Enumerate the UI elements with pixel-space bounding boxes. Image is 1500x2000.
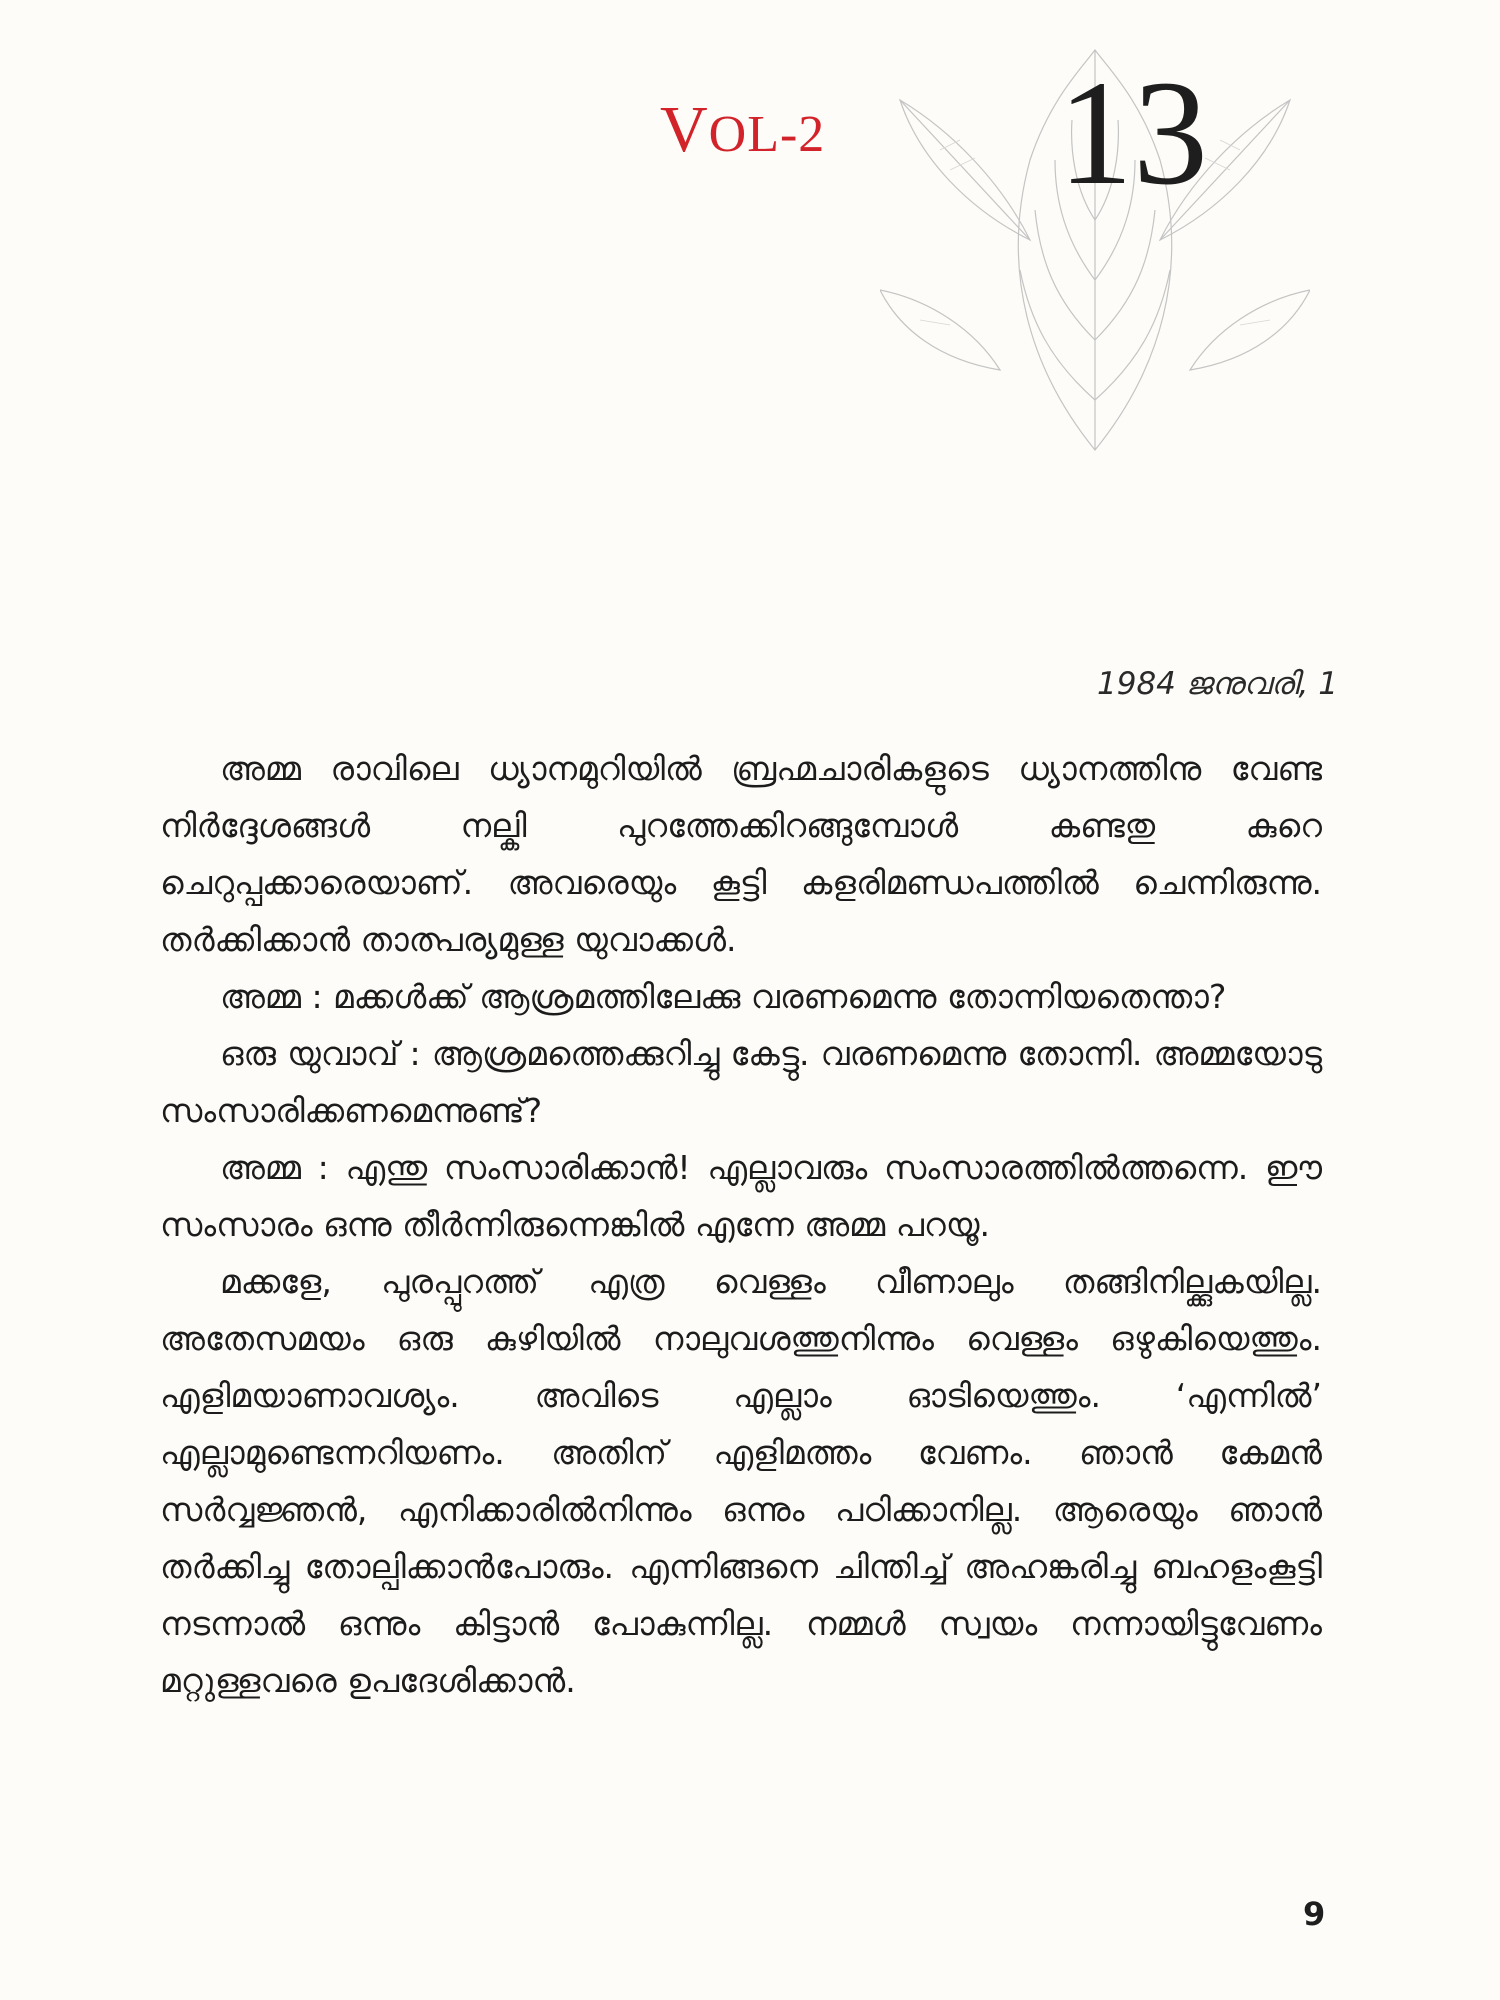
volume-label-rest: OL-2 bbox=[708, 106, 826, 163]
page-number: 9 bbox=[1303, 1895, 1326, 1933]
dialogue-amma-answer: അമ്മ : എന്തു സംസാരിക്കാൻ! എല്ലാവരും സംസാരത്തിൽത്തന്നെ. ഈ സംസാരം ഒന്നു തീർന്നിരുന്നെങ്കിൽ എന്നേ അമ്മ പറയൂ. bbox=[160, 1148, 1322, 1244]
dialogue-amma-question: അമ്മ : മക്കൾക്ക് ആശ്രമത്തിലേക്കു വരണമെന്നു തോന്നിയതെന്താ? bbox=[220, 977, 1227, 1016]
volume-label: VOL-2 bbox=[660, 93, 826, 166]
entry-date: 1984 ജനുവരി, 1 bbox=[1097, 666, 1338, 702]
dialogue-youth-reply: ഒരു യുവാവ് : ആശ്രമത്തെക്കുറിച്ചു കേട്ടു. വരണമെന്നു തോന്നി. അമ്മയോടു സംസാരിക്കണമെന്നുണ്ട്? bbox=[160, 1034, 1322, 1130]
chapter-number: 13 bbox=[1058, 50, 1208, 216]
paragraph-intro: അമ്മ രാവിലെ ധ്യാനമുറിയിൽ ബ്രഹ്മചാരികളുടെ ധ്യാനത്തിനു വേണ്ട നിർദ്ദേശങ്ങൾ നല്കി പുറത്തേക്കിറങ്ങുമ്പോൾ കണ്ടതു കുറെ ചെറുപ്പക്കാരെയാണ്. അവരെയും കൂട്ടി കളരിമണ്ഡപത്തിൽ ചെന്നിരുന്നു. തർക്കിക്കാൻ താത്പര്യമുള്ള യുവാക്കൾ. bbox=[160, 749, 1322, 959]
paragraph-teaching: മക്കളേ, പുരപ്പുറത്ത് എത്ര വെള്ളം വീണാലും തങ്ങിനില്ക്കുകയില്ല. അതേസമയം ഒരു കുഴിയിൽ നാലുവശത്തുനിന്നും വെള്ളം ഒഴുകിയെത്തും. എളിമയാണാവശ്യം. അവിടെ എല്ലാം ഓടിയെത്തും. ‘എന്നിൽ’ എല്ലാമുണ്ടെന്നറിയണം. അതിന് എളിമത്തം വേണം. ഞാൻ കേമൻ സർവ്വജ്ഞൻ, എനിക്കാരിൽനിന്നും ഒന്നും പഠിക്കാനില്ല. ആരെയും ഞാൻ തർക്കിച്ചു തോല്പിക്കാൻപോരും. എന്നിങ്ങനെ ചിന്തിച്ച് അഹങ്കരിച്ചു ബഹളംകൂട്ടി നടന്നാൽ ഒന്നും കിട്ടാൻ പോകുന്നില്ല. നമ്മൾ സ്വയം നന്നായിട്ടുവേണം മറ്റുള്ളവരെ ഉപദേശിക്കാൻ. bbox=[160, 1262, 1322, 1700]
body-text bbox=[160, 740, 1322, 1709]
